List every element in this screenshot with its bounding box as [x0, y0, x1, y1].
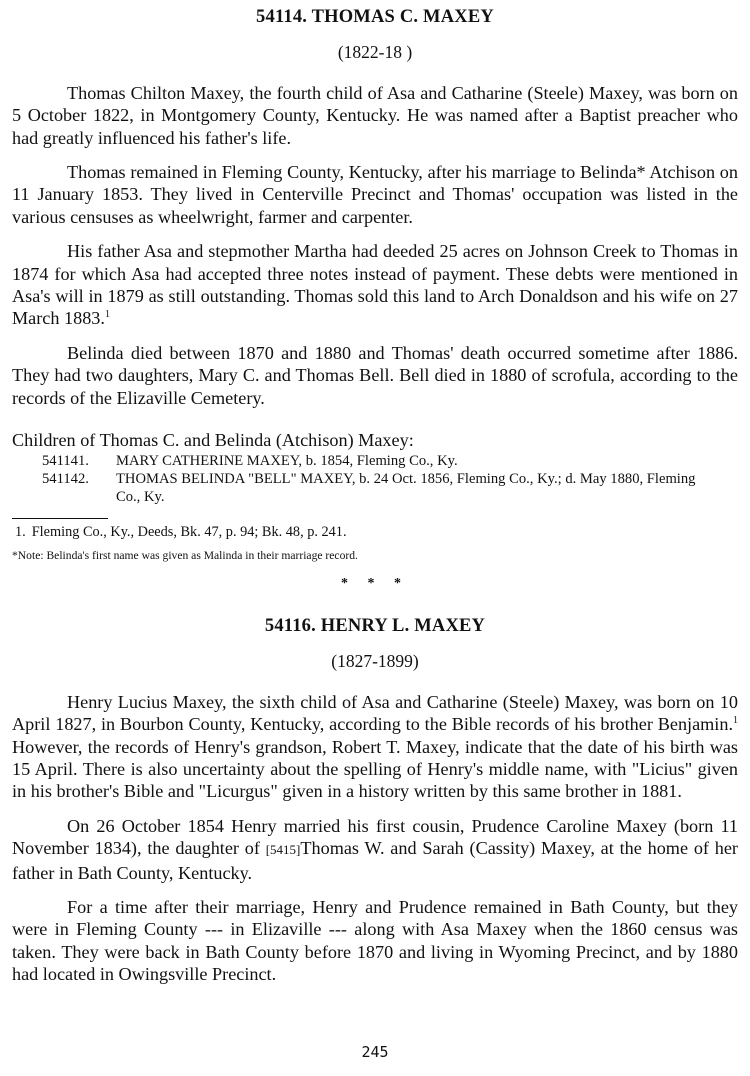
- child-entry: [12, 470, 738, 488]
- footnote-text: Fleming Co., Ky., Deeds, Bk. 47, p. 94; Bk. 48, p. 241.: [31, 523, 347, 540]
- footnote-rule: [12, 518, 108, 519]
- paragraph: For a time after their marriage, Henry and Prudence remained in Bath County, but they were in Fleming County --- in Elizaville --- along with Asa Maxey when the 1860 census was taken. They were back in Bath County before 1870 and living in Wyoming Precinct, and by 1880 had located in Owingsville Precinct.: [12, 896, 738, 985]
- life-dates-thomas: (1822-18 ): [337, 42, 413, 63]
- section-separator: * * *: [341, 575, 409, 591]
- paragraph: Belinda died between 1870 and 1880 and Thomas' death occurred sometime after 1886. They had two daughters, Mary C. and Thomas Bell. Bell died in 1880 of scrofula, according to the records of the Elizaville Cemetery.: [12, 342, 738, 408]
- cross-reference: [5415]: [265, 842, 301, 858]
- life-dates-henry: (1827-1899): [331, 651, 419, 672]
- biography-thomas: [12, 82, 738, 409]
- child-entry: [12, 452, 738, 470]
- note: *Note: Belinda's first name was given as Malinda in their marriage record.: [12, 548, 358, 562]
- child-text: THOMAS BELINDA "BELL" MAXEY, b. 24 Oct. 1856, Fleming Co., Ky.; d. May 1880, Fleming: [116, 470, 696, 487]
- child-number: 541142.: [42, 470, 89, 487]
- page-number: 245: [361, 1043, 389, 1061]
- paragraph: Henry Lucius Maxey, the sixth child of Asa and Catharine (Steele) Maxey, was born on 10 April 1827, in Bourbon County, Kentucky, according to the Bible records of his brother Benjamin.$^1$ However, the records of Henry's grandson, Robert T. Maxey, indicate that the date of his birth was 15 April. There is also uncertainty about the spelling of Henry's middle name, with "Licius" given in his brother's Bible and "Licurgus" given in a history written by this same brother in 1881.: [12, 691, 738, 802]
- paragraph: Thomas remained in Fleming County, Kentucky, after his marriage to Belinda* Atchison on 11 January 1853. They lived in Centerville Precinct and Thomas' occupation was listed in the various censuses as wheelwright, farmer and carpenter.: [12, 162, 738, 227]
- paragraph: Thomas Chilton Maxey, the fourth child of Asa and Catharine (Steele) Maxey, was born on 5 October 1822, in Montgomery County, Kentucky. He was named after a Baptist preacher who had greatly influenced his father's life.: [12, 82, 738, 148]
- children-list: [12, 452, 738, 506]
- child-number: 541141.: [42, 452, 89, 469]
- children-heading: Children of Thomas C. and Belinda (Atchison) Maxey:: [12, 430, 414, 451]
- paragraph: His father Asa and stepmother Martha had deeded 25 acres on Johnson Creek to Thomas in 1874 for which Asa had accepted three notes instead of payment. These debts were mentioned in Asa's will in 1879 as still outstanding. Thomas sold this land to Arch Donaldson and his wife on 27 March 1883.$^1$: [12, 241, 738, 329]
- biography-henry: [12, 691, 738, 986]
- footnote-ref: 1: [733, 715, 738, 727]
- footnote-ref: 1: [104, 309, 110, 321]
- child-text-continuation: Co., Ky.: [116, 488, 165, 505]
- footnote-number: 1.: [15, 523, 26, 540]
- paragraph: On 26 October 1854 Henry married his first cousin, Prudence Caroline Maxey (born 11 November 1834), the daughter of [5415]Thomas W. and Sarah (Cassity) Maxey, at the home of her father in Bath County, Kentucky.: [12, 815, 738, 883]
- footnote: [12, 522, 738, 542]
- section-heading-henry: 54116. HENRY L. MAXEY: [264, 615, 486, 636]
- section-heading-thomas: 54114. THOMAS C. MAXEY: [256, 7, 494, 27]
- child-text: MARY CATHERINE MAXEY, b. 1854, Fleming Co., Ky.: [116, 452, 458, 469]
